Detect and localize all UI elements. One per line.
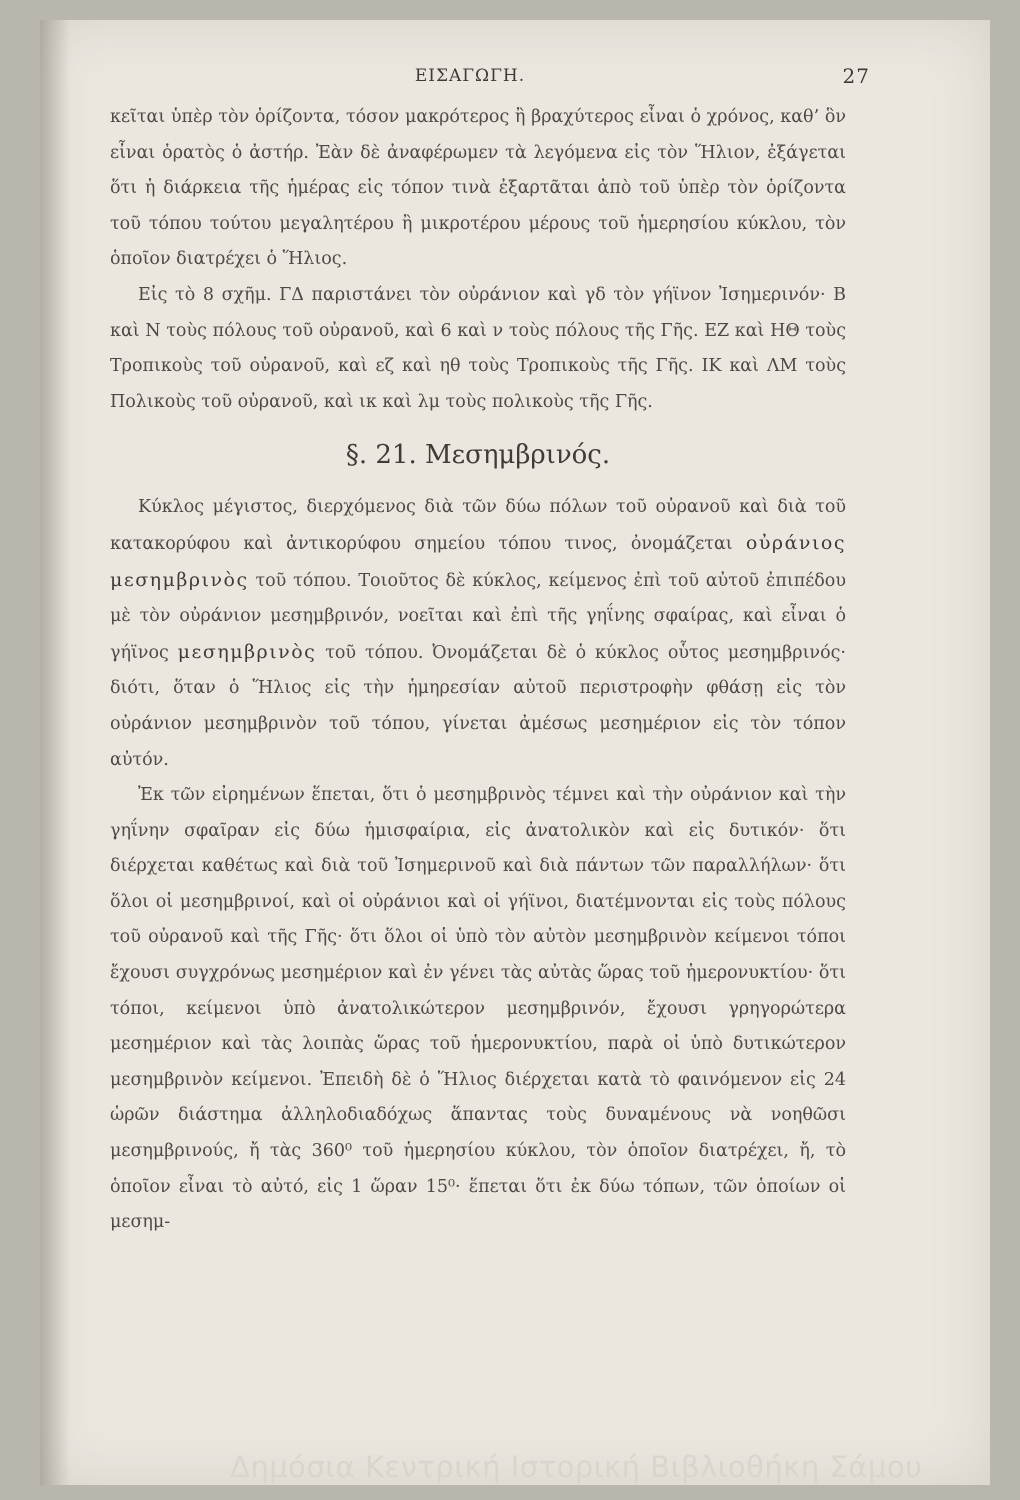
paragraph-4: Ἐκ τῶν εἰρημένων ἕπεται, ὅτι ὁ μεσημβρινὸς τέμνει καὶ τὴν οὐράνιον καὶ τὴν γηΐνην σφαῖραν εἰς δύω ἡμισφαίρια, εἰς ἀνατολικὸν καὶ εἰς δυτικόν· ὅτι διέρχεται καθέτως καὶ διὰ τοῦ Ἰσημερινοῦ καὶ διὰ πάντων τῶν παραλλήλων· ὅτι ὅλοι οἱ μεσημβρινοί, καὶ οἱ οὐράνιοι καὶ οἱ γήϊνοι, διατέμνονται εἰς τοὺς πόλους τοῦ οὐρανοῦ καὶ τῆς Γῆς· ὅτι ὅλοι οἱ ὑπὸ τὸν αὐτὸν μεσημβρινὸν κείμενοι τόποι ἔχουσι συγχρόνως μεσημέριον καὶ ἐν γένει τὰς αὐτὰς ὥρας τοῦ ἡμερονυκτίου· ὅτι τόποι, κείμενοι ὑπὸ ἀνατολικώτερον μεσημβρινόν, ἔχουσι γρηγορώτερα μεσημέριον καὶ τὰς λοιπὰς ὥρας τοῦ ἡμερονυκτίου, παρὰ οἱ ὑπὸ δυτικώτερον μεσημβρινὸν κείμενοι. Ἐπειδὴ δὲ ὁ Ἥλιος διέρχεται κατὰ τὸ φαινόμενον εἰς 24 ὡρῶν διάστημα ἀλληλοδιαδόχως ἅπαντας τοὺς δυναμένους νὰ νοηθῶσι μεσημβρινούς, ἤ τὰς 360⁰ τοῦ ἡμερησίου κύκλου, τὸν ὁποῖον διατρέχει, ἤ, τὸ ὁποῖον εἶναι τὸ αὐτό, εἰς 1 ὥραν 15⁰· ἕπεται ὅτι ἐκ δύω τόπων, τῶν ὁποίων οἱ μεσημ- bbox=[110, 785, 846, 1233]
paragraph-3-part-3: τοῦ τόπου. Ὀνομάζεται δὲ ὁ κύκλος οὗτος μεσημβρινός· διότι, ὅταν ὁ Ἥλιος εἰς τὴν ἡμηρεσίαν αὐτοῦ περιστροφὴν φθάσῃ εἰς τὸν οὐράνιον μεσημβρινὸν τοῦ τόπου, γίνεται ἀμέσως μεσημέριον εἰς τὸν τόπον αὐτόν. bbox=[110, 642, 846, 770]
term-ouranios-mesimvrinos: οὐράνιος μεσημβρινὸς bbox=[110, 531, 846, 591]
paragraph-3-part-1: Κύκλος μέγιστος, διερχόμενος διὰ τῶν δύω πόλων τοῦ οὐρανοῦ καὶ διὰ τοῦ κατακορύφου καὶ ἀντικορύφου σημείου τόπου τινος, ὀνομάζεται bbox=[110, 497, 846, 554]
paragraph-3-part-2: τοῦ τόπου. Τοιοῦτος δὲ κύκλος, κείμενος ἐπὶ τοῦ αὐτοῦ ἐπιπέδου μὲ τὸν οὐράνιον μεσημβρινόν, νοεῖται καὶ ἐπὶ τῆς γηΐνης σφαίρας, καὶ εἶναι ὁ γήϊνος bbox=[110, 570, 846, 663]
running-head: ΕΙΣΑΓΩΓΗ. bbox=[414, 66, 526, 86]
paragraph-1: κεῖται ὑπὲρ τὸν ὁρίζοντα, τόσον μακρότερος ἢ βραχύτερος εἶναι ὁ χρόνος, καθ’ ὃν εἶναι ὁρατὸς ὁ ἀστήρ. Ἐὰν δὲ ἀναφέρωμεν τὰ λεγόμενα εἰς τὸν Ἥλιον, ἐξάγεται ὅτι ἡ διάρκεια τῆς ἡμέρας εἰς τόπον τινὰ ἐξαρτᾶται ἀπὸ τοῦ ὑπὲρ τὸν ὁρίζοντα τοῦ τόπου τούτου μεγαλητέρου ἢ μικροτέρου μέρους τοῦ ἡμερησίου κύκλου, τὸν ὁποῖον διατρέχει ὁ Ἥλιος. bbox=[110, 107, 846, 270]
section-title: §. 21. Μεσημβρινός. bbox=[345, 440, 611, 471]
page-number: 27 bbox=[842, 64, 870, 88]
term-mesimvrinos: μεσημβρινὸς bbox=[177, 640, 317, 663]
page-spine-shadow bbox=[40, 20, 70, 1485]
body-text bbox=[110, 100, 846, 1241]
paragraph-3 bbox=[110, 490, 846, 778]
page-header bbox=[90, 64, 870, 90]
paragraph-2: Εἰς τὸ 8 σχῆμ. ΓΔ παριστάνει τὸν οὐράνιον καὶ γδ τὸν γήϊνον Ἰσημερινόν· Β καὶ Ν τοὺς πόλους τοῦ οὐρανοῦ, καὶ 6 καὶ ν τοὺς πόλους τῆς Γῆς. ΕΖ καὶ ΗΘ τοὺς Τροπικοὺς τοῦ οὐρανοῦ, καὶ εζ καὶ ηθ τοὺς Τροπικοὺς τῆς Γῆς. ΙΚ καὶ ΛΜ τοὺς Πολικοὺς τοῦ οὐρανοῦ, καὶ ικ καὶ λμ τοὺς πολικοὺς τῆς Γῆς. bbox=[110, 284, 846, 412]
library-watermark: Δημόσια Κεντρική Ιστορική Βιβλιοθήκη Σάμου bbox=[230, 1450, 923, 1484]
